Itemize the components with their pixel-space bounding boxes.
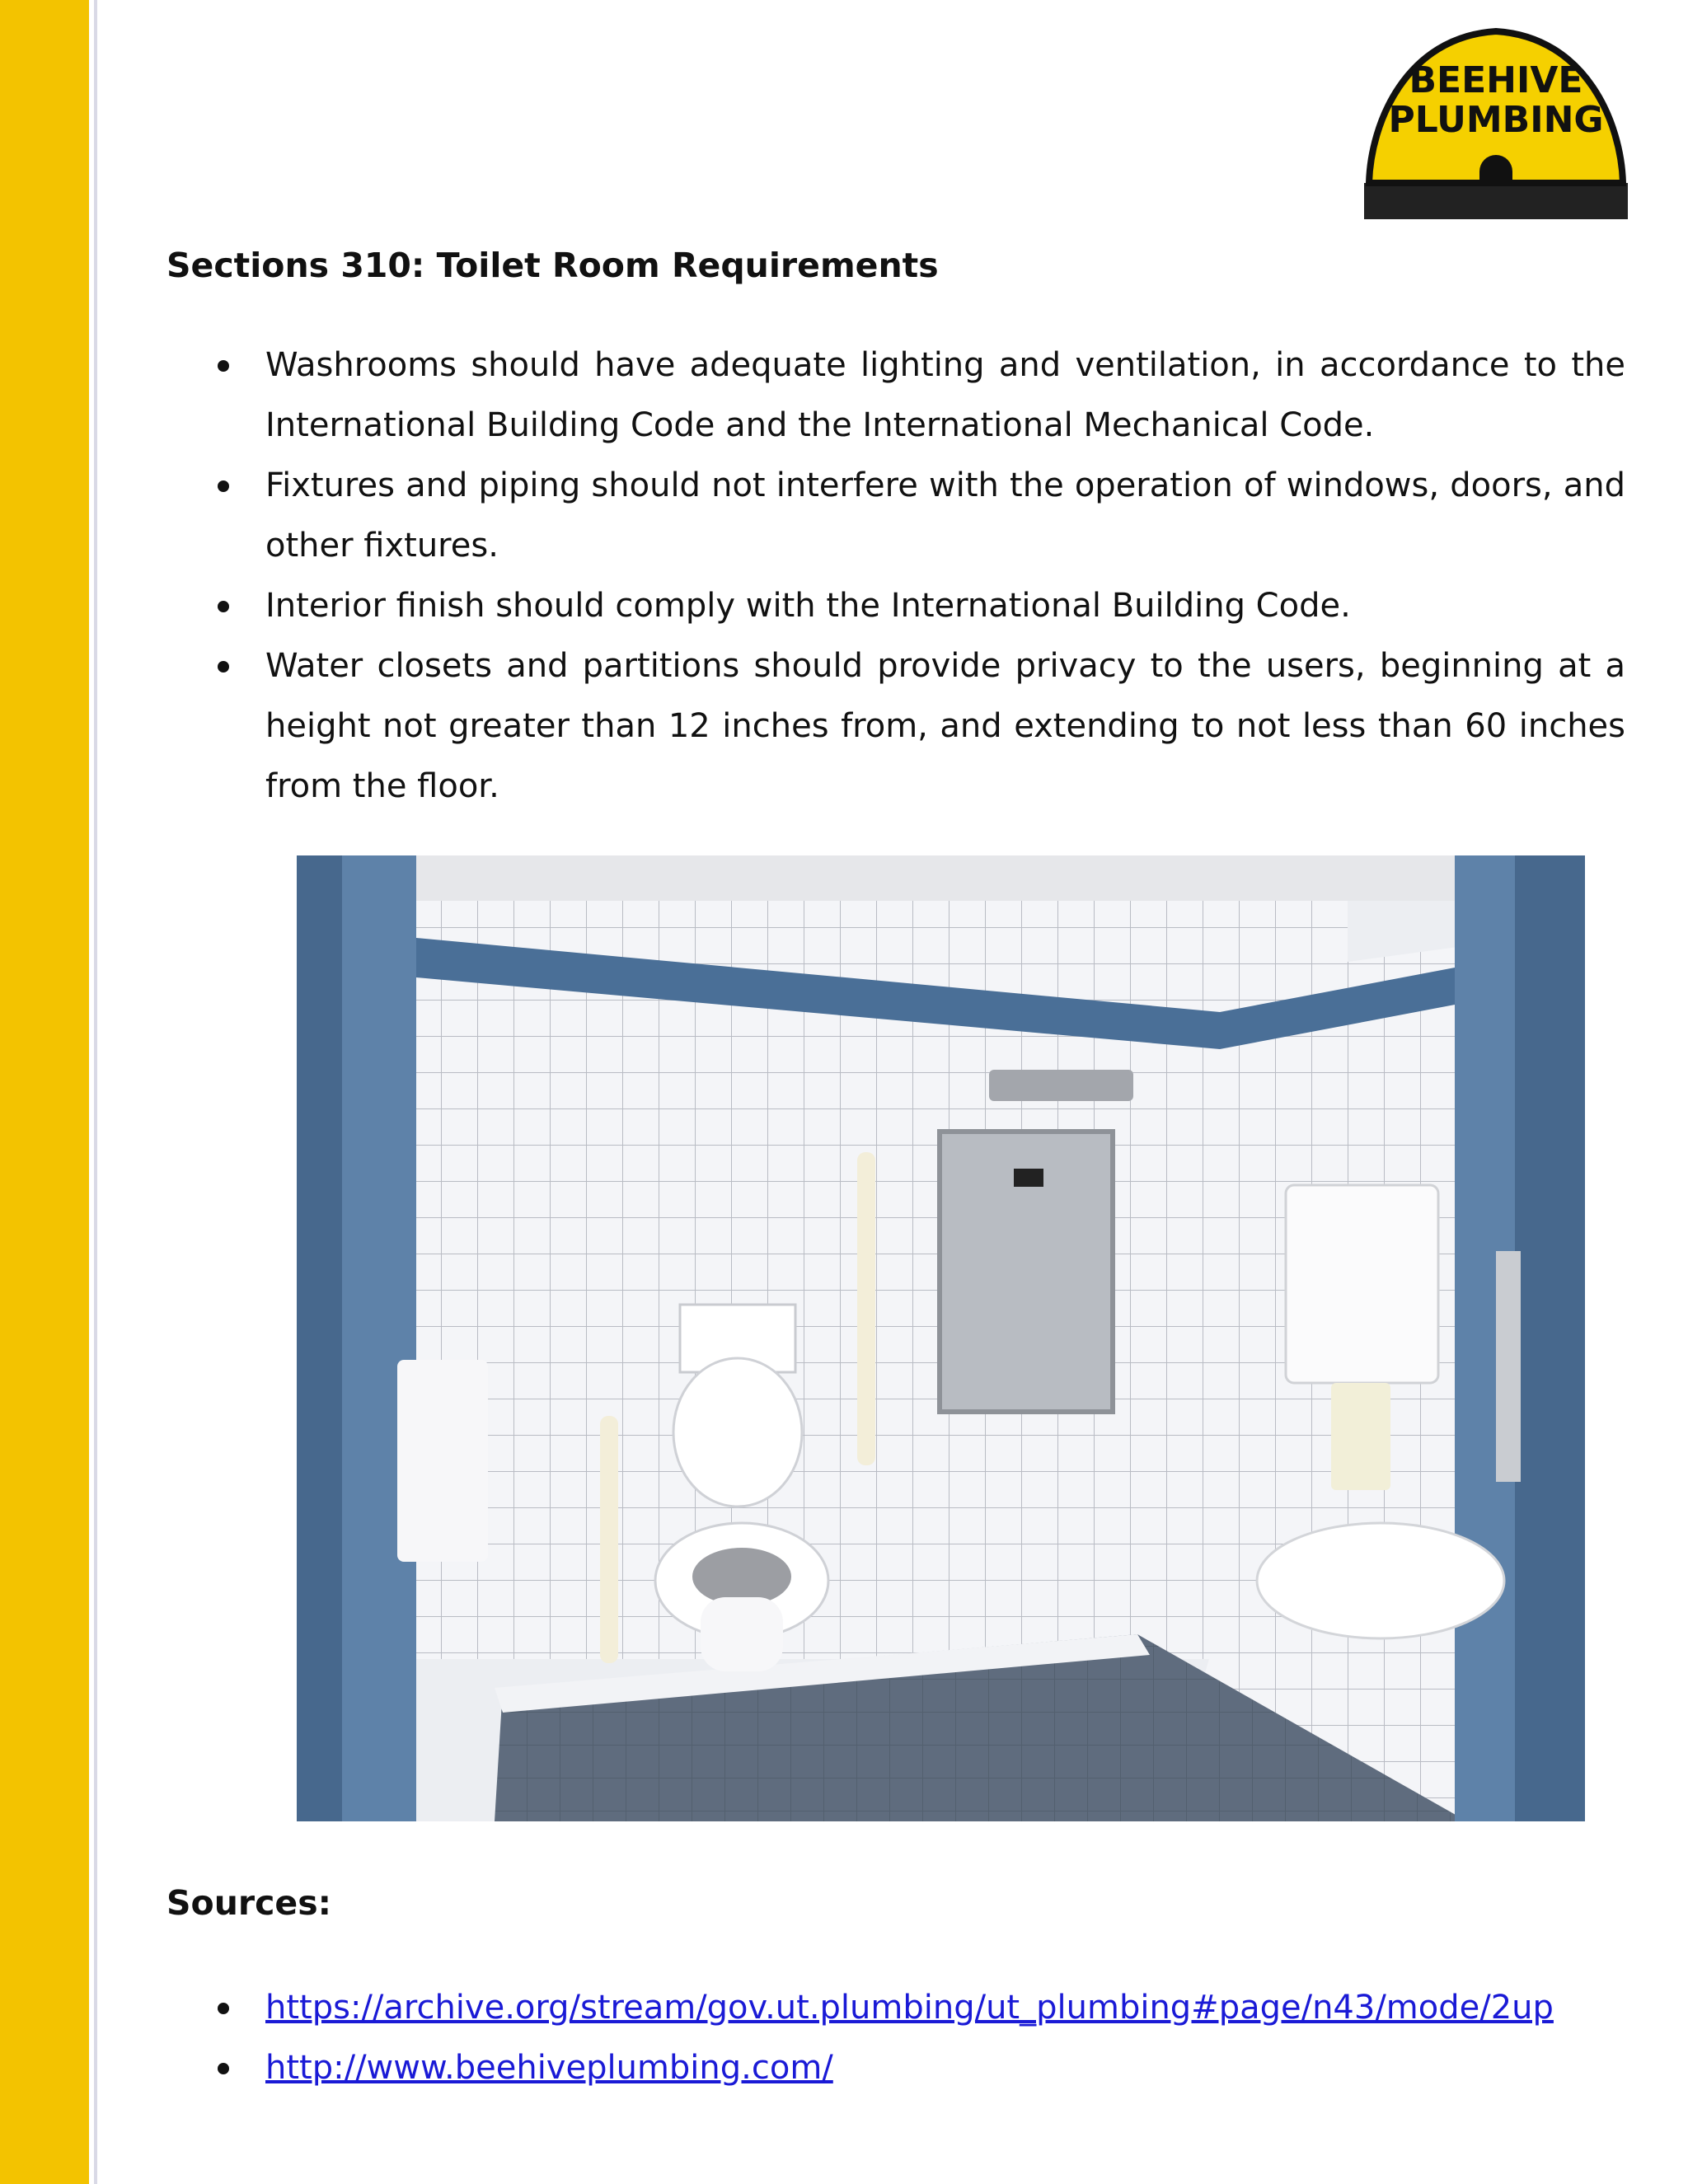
list-item-text: Fixtures and piping should not interfere with the operation of windows, doors, and other fixtures. xyxy=(265,466,1625,565)
requirements-list xyxy=(166,335,1625,817)
yellow-sidebar-stripe xyxy=(0,0,89,2184)
beehive-plumbing-logo xyxy=(1364,16,1628,219)
list-item xyxy=(166,1978,1625,2038)
logo-text-line-1: BEEHIVE xyxy=(1409,59,1583,101)
list-item-text: Water closets and partitions should provide privacy to the users, beginning at a height not greater than 12 inches from, and extending to not less than 60 inches from the floor. xyxy=(265,647,1625,805)
list-item xyxy=(166,2038,1625,2098)
sidebar-divider-line xyxy=(94,0,97,2184)
list-item-text: Washrooms should have adequate lighting and ventilation, in accordance to the International Building Code and the International Mechanical Code. xyxy=(265,346,1625,444)
bullet-icon xyxy=(218,480,229,492)
list-item xyxy=(166,456,1625,576)
bullet-icon xyxy=(218,360,229,372)
source-link-beehive[interactable]: http://www.beehiveplumbing.com/ xyxy=(265,2049,833,2087)
list-item xyxy=(166,335,1625,456)
bullet-icon xyxy=(218,661,229,673)
list-item xyxy=(166,636,1625,817)
section-heading: Sections 310: Toilet Room Requirements xyxy=(166,246,939,285)
sources-list xyxy=(166,1978,1625,2098)
list-item xyxy=(166,576,1625,636)
toilet-room-photo xyxy=(297,855,1585,1821)
bullet-icon xyxy=(218,601,229,612)
sources-heading: Sources: xyxy=(166,1883,332,1923)
bullet-icon xyxy=(218,2063,229,2074)
bullet-icon xyxy=(218,2003,229,2014)
logo-text-line-2: PLUMBING xyxy=(1388,99,1604,141)
list-item-text: Interior finish should comply with the International Building Code. xyxy=(265,587,1351,625)
source-link-archive[interactable]: https://archive.org/stream/gov.ut.plumbing/ut_plumbing#page/n43/mode/2up xyxy=(265,1989,1554,2027)
